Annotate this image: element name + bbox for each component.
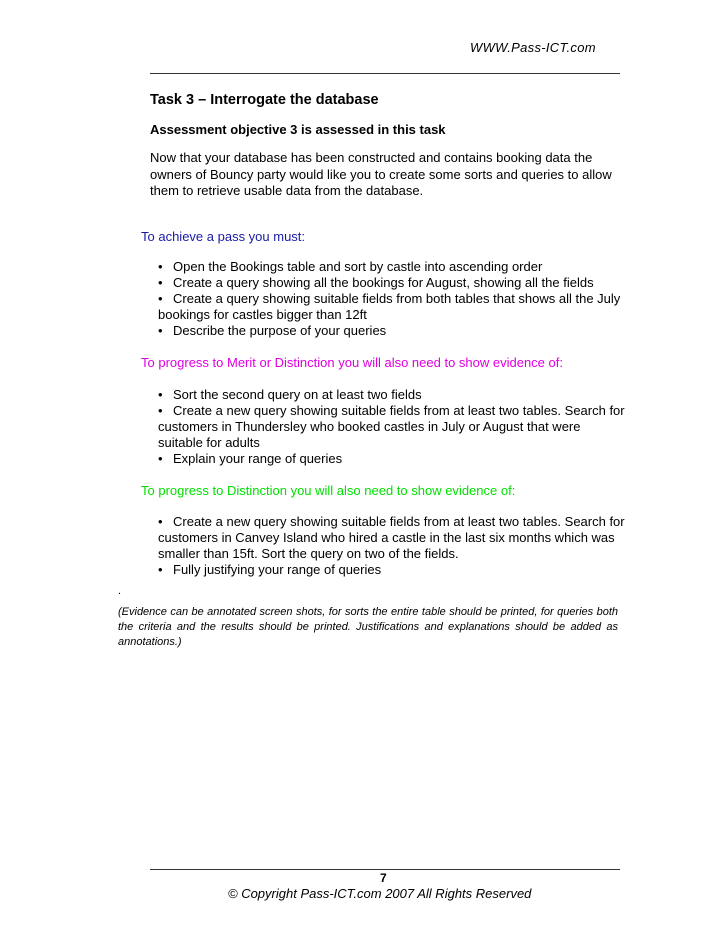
list-item [158, 451, 628, 467]
distinction-heading: To progress to Distinction you will also need to show evidence of: [141, 483, 516, 498]
bullet-icon: • [158, 259, 163, 274]
bullet-icon: • [158, 275, 163, 290]
pass-criteria-list [158, 259, 628, 339]
list-item [158, 291, 628, 323]
distinction-criteria-list [158, 514, 628, 578]
merit-heading: To progress to Merit or Distinction you will also need to show evidence of: [141, 355, 563, 370]
list-item-text: Create a query showing all the bookings for August, showing all the fields [173, 275, 594, 290]
bullet-icon: • [158, 291, 163, 306]
header-url: WWW.Pass-ICT.com [470, 40, 596, 55]
list-item [158, 259, 628, 275]
bullet-icon: • [158, 387, 163, 402]
pass-heading: To achieve a pass you must: [141, 229, 306, 244]
task-title: Task 3 – Interrogate the database [150, 92, 379, 108]
evidence-note: (Evidence can be annotated screen shots, for sorts the entire table should be printed, for queries both the criteria and the results should be printed. Justifications and explanations should be added as annotations.) [118, 606, 618, 648]
list-item-text: Open the Bookings table and sort by castle into ascending order [173, 259, 543, 274]
merit-criteria-list [158, 387, 628, 467]
list-item-text: Sort the second query on at least two fields [173, 387, 422, 402]
list-item [158, 323, 628, 339]
list-item-text: Explain your range of queries [173, 451, 343, 466]
bullet-icon: • [158, 514, 163, 529]
header-rule [150, 73, 620, 74]
list-item-text: Create a new query showing suitable fields from at least two tables. Search for customers in Canvey Island who hired a castle in the last six months which was smaller than 15ft. Sort the query on two of the fields. [158, 514, 625, 561]
list-item [158, 562, 628, 578]
list-item-text: Create a new query showing suitable fields from at least two tables. Search for customers in Thundersley who booked castles in July or August that were suitable for adults [158, 403, 625, 450]
bullet-icon: • [158, 323, 163, 338]
list-item-text: Fully justifying your range of queries [173, 562, 382, 577]
stray-dot: . [118, 585, 122, 597]
list-item [158, 275, 628, 291]
bullet-icon: • [158, 403, 163, 418]
footer-rule [150, 869, 620, 870]
list-item [158, 514, 628, 562]
task-intro: Now that your database has been constructed and contains booking data the owners of Bouncy party would like you to create some sorts and queries to allow them to retrieve usable data from the database. [150, 150, 612, 198]
list-item-text: Describe the purpose of your queries [173, 323, 387, 338]
bullet-icon: • [158, 562, 163, 577]
list-item [158, 403, 628, 451]
assessment-objective: Assessment objective 3 is assessed in this task [150, 122, 446, 137]
copyright: © Copyright Pass-ICT.com 2007 All Rights Reserved [228, 886, 532, 901]
list-item-text: Create a query showing suitable fields from both tables that shows all the July bookings for castles bigger than 12ft [158, 291, 621, 322]
page-number: 7 [380, 871, 387, 885]
list-item [158, 387, 628, 403]
bullet-icon: • [158, 451, 163, 466]
